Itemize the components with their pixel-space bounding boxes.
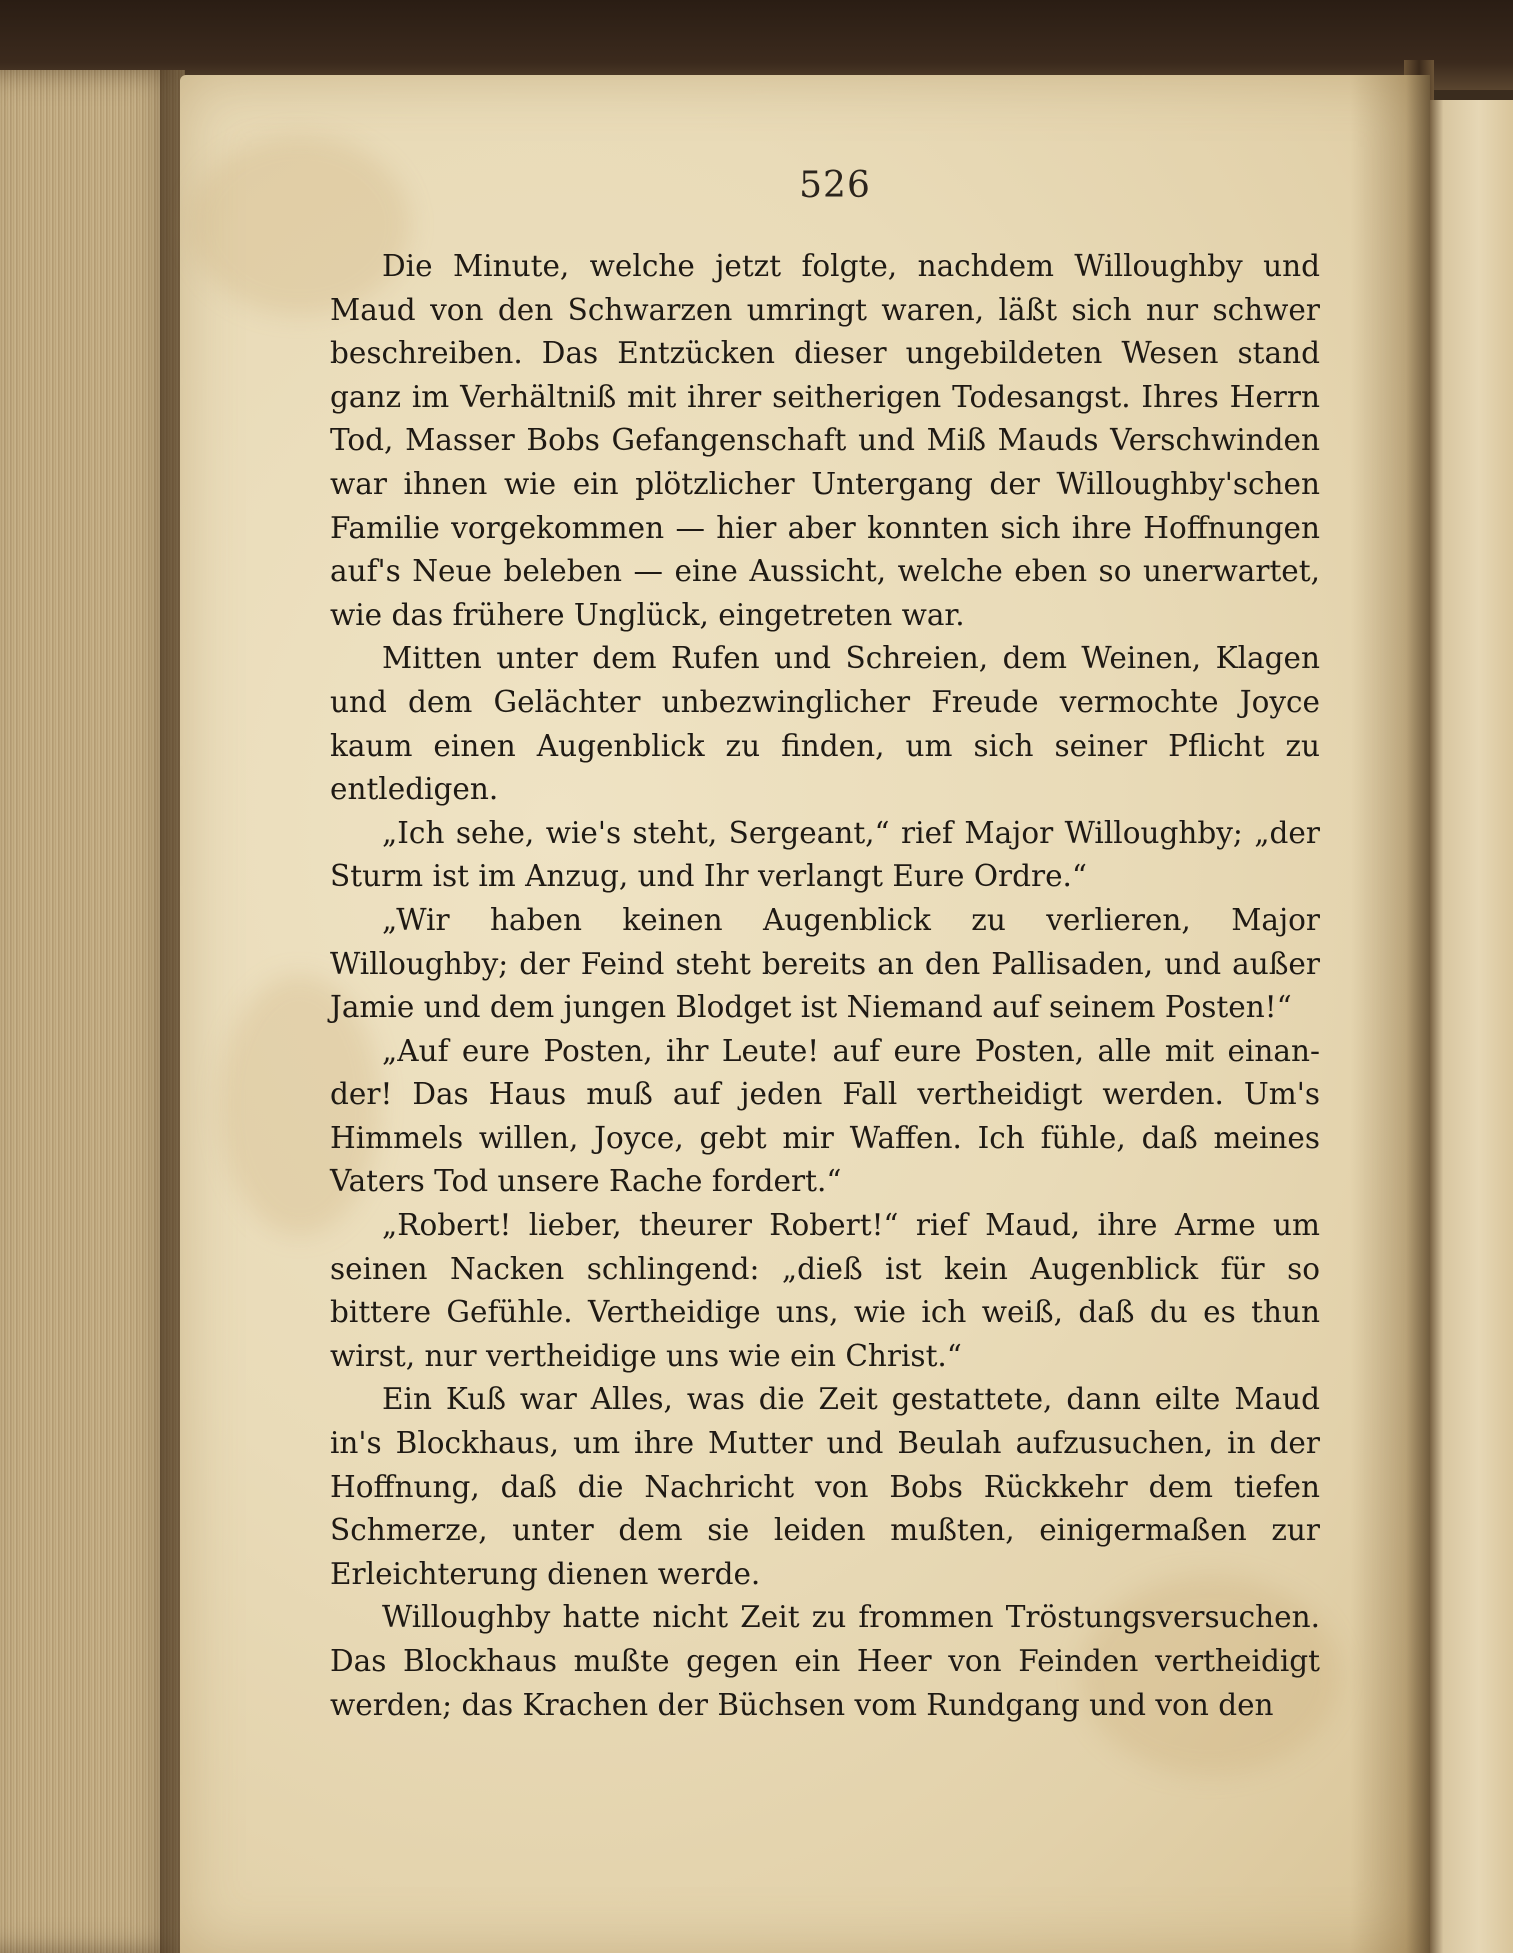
paragraph: „Ich sehe, wie's steht, Sergeant,“ rief Major Willoughby; „der Sturm ist im Anzug, und Ihr verlangt Eure Ordre.“ bbox=[330, 815, 1320, 894]
page-number: 526 bbox=[799, 165, 871, 206]
paragraph: Mitten unter dem Rufen und Schreien, dem Weinen, Klagen und dem Gelächter unbezwinglicher Freude vermochte Joyce kaum einen Augenblick zu finden, um sich seiner Pflicht zu entledigen. bbox=[330, 641, 1320, 807]
page-gutter-shadow bbox=[1350, 75, 1430, 1953]
paragraph: Die Minute, welche jetzt folgte, nachdem Willoughby und Maud von den Schwarzen umringt waren, läßt sich nur schwer beschreiben. Das Entzücken dieser ungebildeten Wesen stand ganz im Verhältniß mit ihrer seitherigen Todesangst. Ihres Herrn Tod, Masser Bobs Gefangenschaft und Miß Mauds Verschwinden war ihnen wie ein plötzlicher Untergang der Willoughby'schen Familie vorgekommen — hier aber konnten sich ihre Hoffnungen auf's Neue beleben — eine Aussicht, welche eben so unerwartet, wie das frühere Unglück, eingetreten war. bbox=[330, 249, 1320, 632]
body-text bbox=[330, 245, 1320, 1727]
paragraph: „Robert! lieber, theurer Robert!“ rief Maud, ihre Arme um seinen Nacken schlingend: „dieß ist kein Augenblick für so bittere Gefühle. Vertheidige uns, wie ich weiß, daß du es thun wirst, nur vertheidige uns wie ein Christ.“ bbox=[330, 1208, 1320, 1373]
paragraph: Ein Kuß war Alles, was die Zeit gestattete, dann eilte Maud in's Blockhaus, um ihre Mutter und Beulah aufzusuchen, in der Hoffnung, daß die Nachricht von Bobs Rückkehr dem tiefen Schmerze, unter dem sie leiden mußten, einigermaßen zur Erleichterung dienen werde. bbox=[330, 1382, 1320, 1591]
paragraph: „Wir haben keinen Augenblick zu verlieren, Major Willoughby; der Feind steht bereits an den Pallisaden, und außer Jamie und dem jungen Blodget ist Niemand auf seinem Posten!“ bbox=[330, 902, 1320, 1025]
paragraph: „Auf eure Posten, ihr Leute! auf eure Posten, alle mit einander! Das Haus muß auf jeden Fall vertheidigt werden. Um's Himmels willen, Joyce, gebt mir Waffen. Ich fühle, daß meines Vaters Tod unsere Rache fordert.“ bbox=[330, 1033, 1320, 1199]
facing-page bbox=[1428, 100, 1513, 1953]
page-edges bbox=[0, 70, 185, 1953]
paragraph: Willoughby hatte nicht Zeit zu frommen Tröstungsversuchen. Das Blockhaus mußte gegen ein Heer von Feinden vertheidigt werden; das Krachen der Büchsen vom Rundgang und von den bbox=[330, 1600, 1320, 1722]
